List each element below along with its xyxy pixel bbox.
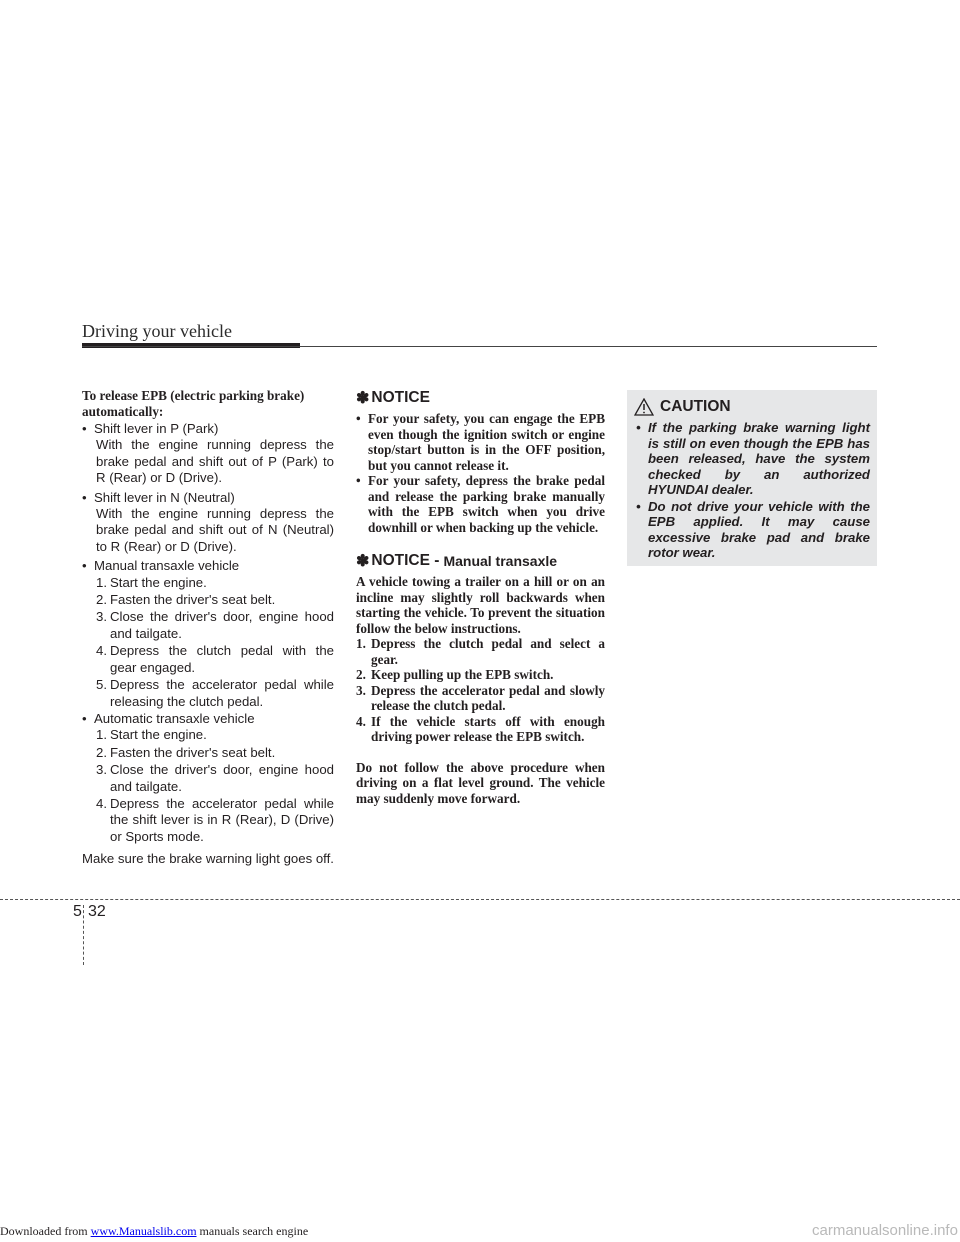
step-text: Fasten the driver's seat belt. bbox=[110, 744, 276, 760]
download-prefix: Downloaded from bbox=[0, 1224, 88, 1238]
step-number: 2. bbox=[356, 667, 366, 682]
step-number: 2. bbox=[96, 744, 107, 760]
step-number: 3. bbox=[96, 762, 107, 778]
bullet-label: Automatic transaxle vehicle bbox=[94, 710, 255, 726]
notice-subtitle: Manual transaxle bbox=[443, 553, 558, 569]
list-item bbox=[82, 609, 334, 642]
step-text: If the vehicle starts off with enough driving power release the EPB switch. bbox=[371, 713, 605, 744]
notice-star-icon: ✽ bbox=[356, 553, 370, 570]
bullet-detail: With the engine running depress the brake pedal and shift out of N (Neutral) to R (Rear) or D (Drive). bbox=[96, 506, 334, 554]
list-item bbox=[356, 636, 605, 667]
step-text: Close the driver's door, engine hood and tailgate. bbox=[110, 609, 334, 641]
step-text: Close the driver's door, engine hood and tailgate. bbox=[110, 762, 334, 794]
bullet-label: Manual transaxle vehicle bbox=[94, 558, 240, 574]
list-item bbox=[82, 643, 334, 676]
step-text: Depress the clutch pedal and select a gear. bbox=[371, 636, 605, 667]
list-item bbox=[356, 683, 605, 714]
manualslib-link[interactable]: www.Manualslib.com bbox=[90, 1224, 197, 1238]
bullet-automatic: • Automatic transaxle vehicle bbox=[82, 710, 255, 726]
list-item bbox=[82, 762, 334, 795]
list-item bbox=[82, 727, 334, 743]
list-item bbox=[356, 667, 605, 683]
bullet-park: • Shift lever in P (Park) bbox=[82, 421, 219, 436]
footer-vertical-rule bbox=[83, 905, 84, 965]
header-rule bbox=[82, 346, 877, 347]
notice-title: NOTICE bbox=[371, 389, 430, 406]
footer-rule bbox=[0, 899, 960, 900]
step-text: Fasten the driver's seat belt. bbox=[110, 592, 276, 608]
notice-bullet-text: For your safety, depress the brake pedal and release the parking brake manually with the EPB switch when you drive downhill or when backing up the vehicle. bbox=[368, 473, 605, 535]
bullet-detail: With the engine running depress the brake pedal and shift out of P (Park) to R (Rear) or D (Drive). bbox=[96, 437, 334, 486]
step-text: Start the engine. bbox=[110, 727, 207, 743]
left-column bbox=[82, 388, 334, 868]
step-number: 2. bbox=[96, 592, 107, 608]
notice-outro: Do not follow the above procedure when driving on a flat level ground. The vehicle may suddenly move forward. bbox=[356, 759, 605, 806]
step-number: 1. bbox=[96, 574, 107, 590]
bullet-label: Shift lever in N (Neutral) bbox=[94, 489, 235, 505]
notice-body bbox=[356, 411, 605, 535]
step-text: Keep pulling up the EPB switch. bbox=[371, 667, 554, 682]
bullet-label: Shift lever in P (Park) bbox=[94, 421, 219, 436]
step-number: 4. bbox=[96, 643, 107, 659]
bullet-manual: • Manual transaxle vehicle bbox=[82, 558, 240, 574]
list-item bbox=[356, 714, 605, 745]
notice-heading-manual bbox=[356, 551, 605, 571]
section-number: 5 bbox=[73, 903, 82, 920]
list-item bbox=[82, 592, 334, 608]
watermark: carmanualsonline.info bbox=[812, 1222, 958, 1239]
page-number: 32 bbox=[88, 903, 106, 920]
step-number: 3. bbox=[96, 609, 107, 625]
step-text: Depress the clutch pedal with the gear engaged. bbox=[110, 643, 334, 675]
bullet-neutral: • Shift lever in N (Neutral) bbox=[82, 489, 235, 505]
notice-intro: A vehicle towing a trailer on a hill or on an incline may slightly roll backwards when starting the vehicle. To prevent the situation follow the below instructions. bbox=[356, 574, 605, 636]
step-text: Depress the accelerator pedal and slowly release the clutch pedal. bbox=[371, 682, 605, 713]
caution-bullet-text: If the parking brake warning light is still on even though the EPB has been released, have the system checked by an authorized HYUNDAI dealer. bbox=[648, 420, 870, 497]
notice-heading bbox=[356, 388, 605, 408]
caution-body bbox=[636, 420, 870, 561]
list-item bbox=[82, 677, 334, 710]
list-item: • For your safety, you can engage the EPB even though the ignition switch or engine stop/start button is in the OFF position, but you cannot release it. bbox=[356, 411, 605, 473]
caution-bullet-text: Do not drive your vehicle with the EPB applied. It may cause excessive brake pad and brake rotor wear. bbox=[648, 498, 870, 560]
step-number: 5. bbox=[96, 677, 107, 693]
step-text: Depress the accelerator pedal while releasing the clutch pedal. bbox=[110, 677, 334, 709]
step-number: 3. bbox=[356, 682, 366, 698]
download-credit bbox=[0, 1224, 308, 1239]
step-number: 1. bbox=[356, 636, 366, 651]
list-item bbox=[82, 745, 334, 761]
list-item: • For your safety, depress the brake pedal and release the parking brake manually with the EPB switch when you drive downhill or when backing up the vehicle. bbox=[356, 473, 605, 535]
list-item bbox=[82, 575, 334, 591]
warning-triangle-icon bbox=[634, 398, 654, 416]
step-number: 1. bbox=[96, 727, 107, 743]
notice-star-icon: ✽ bbox=[356, 390, 370, 407]
final-note: Make sure the brake warning light goes off. bbox=[82, 851, 334, 867]
step-number: 4. bbox=[96, 795, 107, 811]
notice-title: NOTICE - bbox=[371, 552, 440, 569]
step-text: Depress the accelerator pedal while the shift lever is in R (Rear), D (Drive) or Sports mode. bbox=[110, 795, 334, 844]
epb-release-heading: To release EPB (electric parking brake) automatically: bbox=[82, 388, 305, 419]
caution-title: CAUTION bbox=[660, 398, 731, 415]
notice-body-manual bbox=[356, 574, 605, 806]
list-item bbox=[82, 796, 334, 845]
list-item: • If the parking brake warning light is still on even though the EPB has been released, have the system checked by an authorized HYUNDAI dealer. bbox=[636, 420, 870, 497]
notice-bullet-text: For your safety, you can engage the EPB even though the ignition switch or engine stop/start button is in the OFF position, but you cannot release it. bbox=[368, 411, 605, 473]
list-item: • Do not drive your vehicle with the EPB applied. It may cause excessive brake pad and brake rotor wear. bbox=[636, 498, 870, 560]
download-suffix: manuals search engine bbox=[199, 1224, 309, 1238]
caution-heading bbox=[634, 398, 731, 416]
notice-column bbox=[356, 388, 605, 806]
step-number: 4. bbox=[356, 713, 366, 729]
step-text: Start the engine. bbox=[110, 574, 207, 590]
section-title: Driving your vehicle bbox=[82, 321, 232, 341]
